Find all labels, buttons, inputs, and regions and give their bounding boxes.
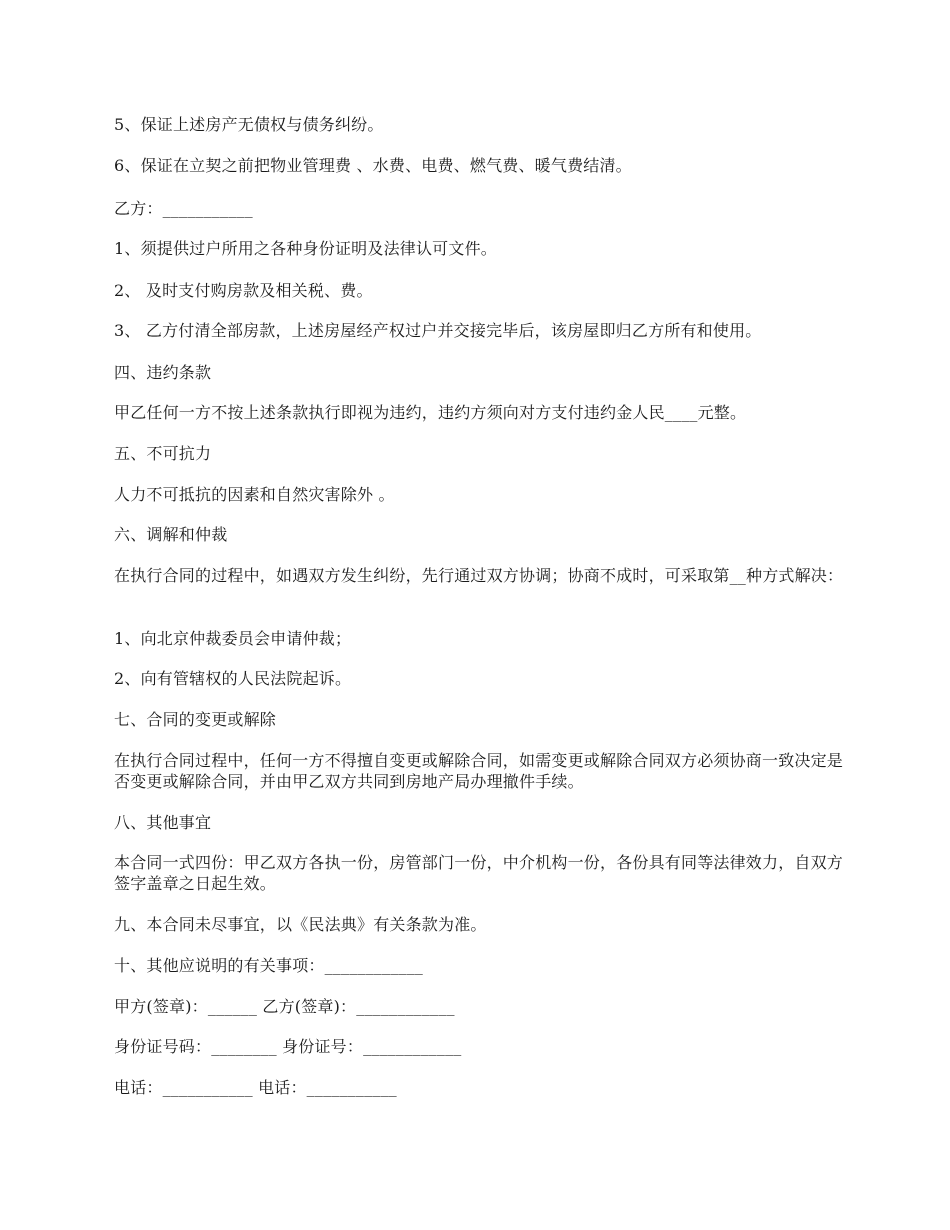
- copies-clause: 本合同一式四份：甲乙双方各执一份，房管部门一份，中介机构一份，各份具有同等法律效力，自双方签字盖章之日起生效。: [114, 853, 844, 893]
- section-heading-arbitration: 六、调解和仲裁: [114, 525, 228, 544]
- section-heading-amendment: 七、合同的变更或解除: [114, 710, 277, 729]
- party-b-clause-3: 3、 乙方付清全部房款，上述房屋经产权过户并交接完毕后，该房屋即归乙方所有和使用。: [114, 321, 762, 340]
- section-heading-other-matters: 八、其他事宜: [114, 813, 212, 832]
- breach-clause: 甲乙任何一方不按上述条款执行即视为违约，违约方须向对方支付违约金人民____元整。: [114, 403, 747, 422]
- party-b-clause-2: 2、 及时支付购房款及相关税、费。: [114, 281, 373, 300]
- signature-line: 甲方(签章)：______ 乙方(签章)：____________: [114, 997, 455, 1016]
- force-majeure-clause: 人力不可抵抗的因素和自然灾害除外 。: [114, 485, 395, 504]
- party-b-heading: 乙方：___________: [114, 199, 253, 218]
- section-heading-breach: 四、违约条款: [114, 363, 212, 382]
- section-heading-force-majeure: 五、不可抗力: [114, 444, 212, 463]
- phone-line: 电话：___________ 电话：___________: [114, 1078, 397, 1097]
- civil-code-clause: 九、本合同未尽事宜，以《民法典》有关条款为准。: [114, 915, 487, 934]
- arbitration-option-2: 2、向有管辖权的人民法院起诉。: [114, 669, 352, 688]
- clause-settle-fees: 6、保证在立契之前把物业管理费 、水费、电费、燃气费、暖气费结清。: [114, 156, 632, 175]
- arbitration-option-1: 1、向北京仲裁委员会申请仲裁；: [114, 629, 352, 648]
- clause-no-debt: 5、保证上述房产无债权与债务纠纷。: [114, 115, 384, 134]
- id-number-line: 身份证号码：________ 身份证号：____________: [114, 1037, 462, 1056]
- amendment-clause: 在执行合同过程中，任何一方不得擅自变更或解除合同，如需变更或解除合同双方必须协商一致决定是否变更或解除合同，并由甲乙双方共同到房地产局办理撤件手续。: [114, 751, 844, 791]
- arbitration-clause: 在执行合同的过程中，如遇双方发生纠纷，先行通过双方协调；协商不成时，可采取第__种方式解决：: [114, 566, 844, 585]
- party-b-clause-1: 1、须提供过户所用之各种身份证明及法律认可文件。: [114, 239, 497, 258]
- other-notes-clause: 十、其他应说明的有关事项：____________: [114, 956, 424, 975]
